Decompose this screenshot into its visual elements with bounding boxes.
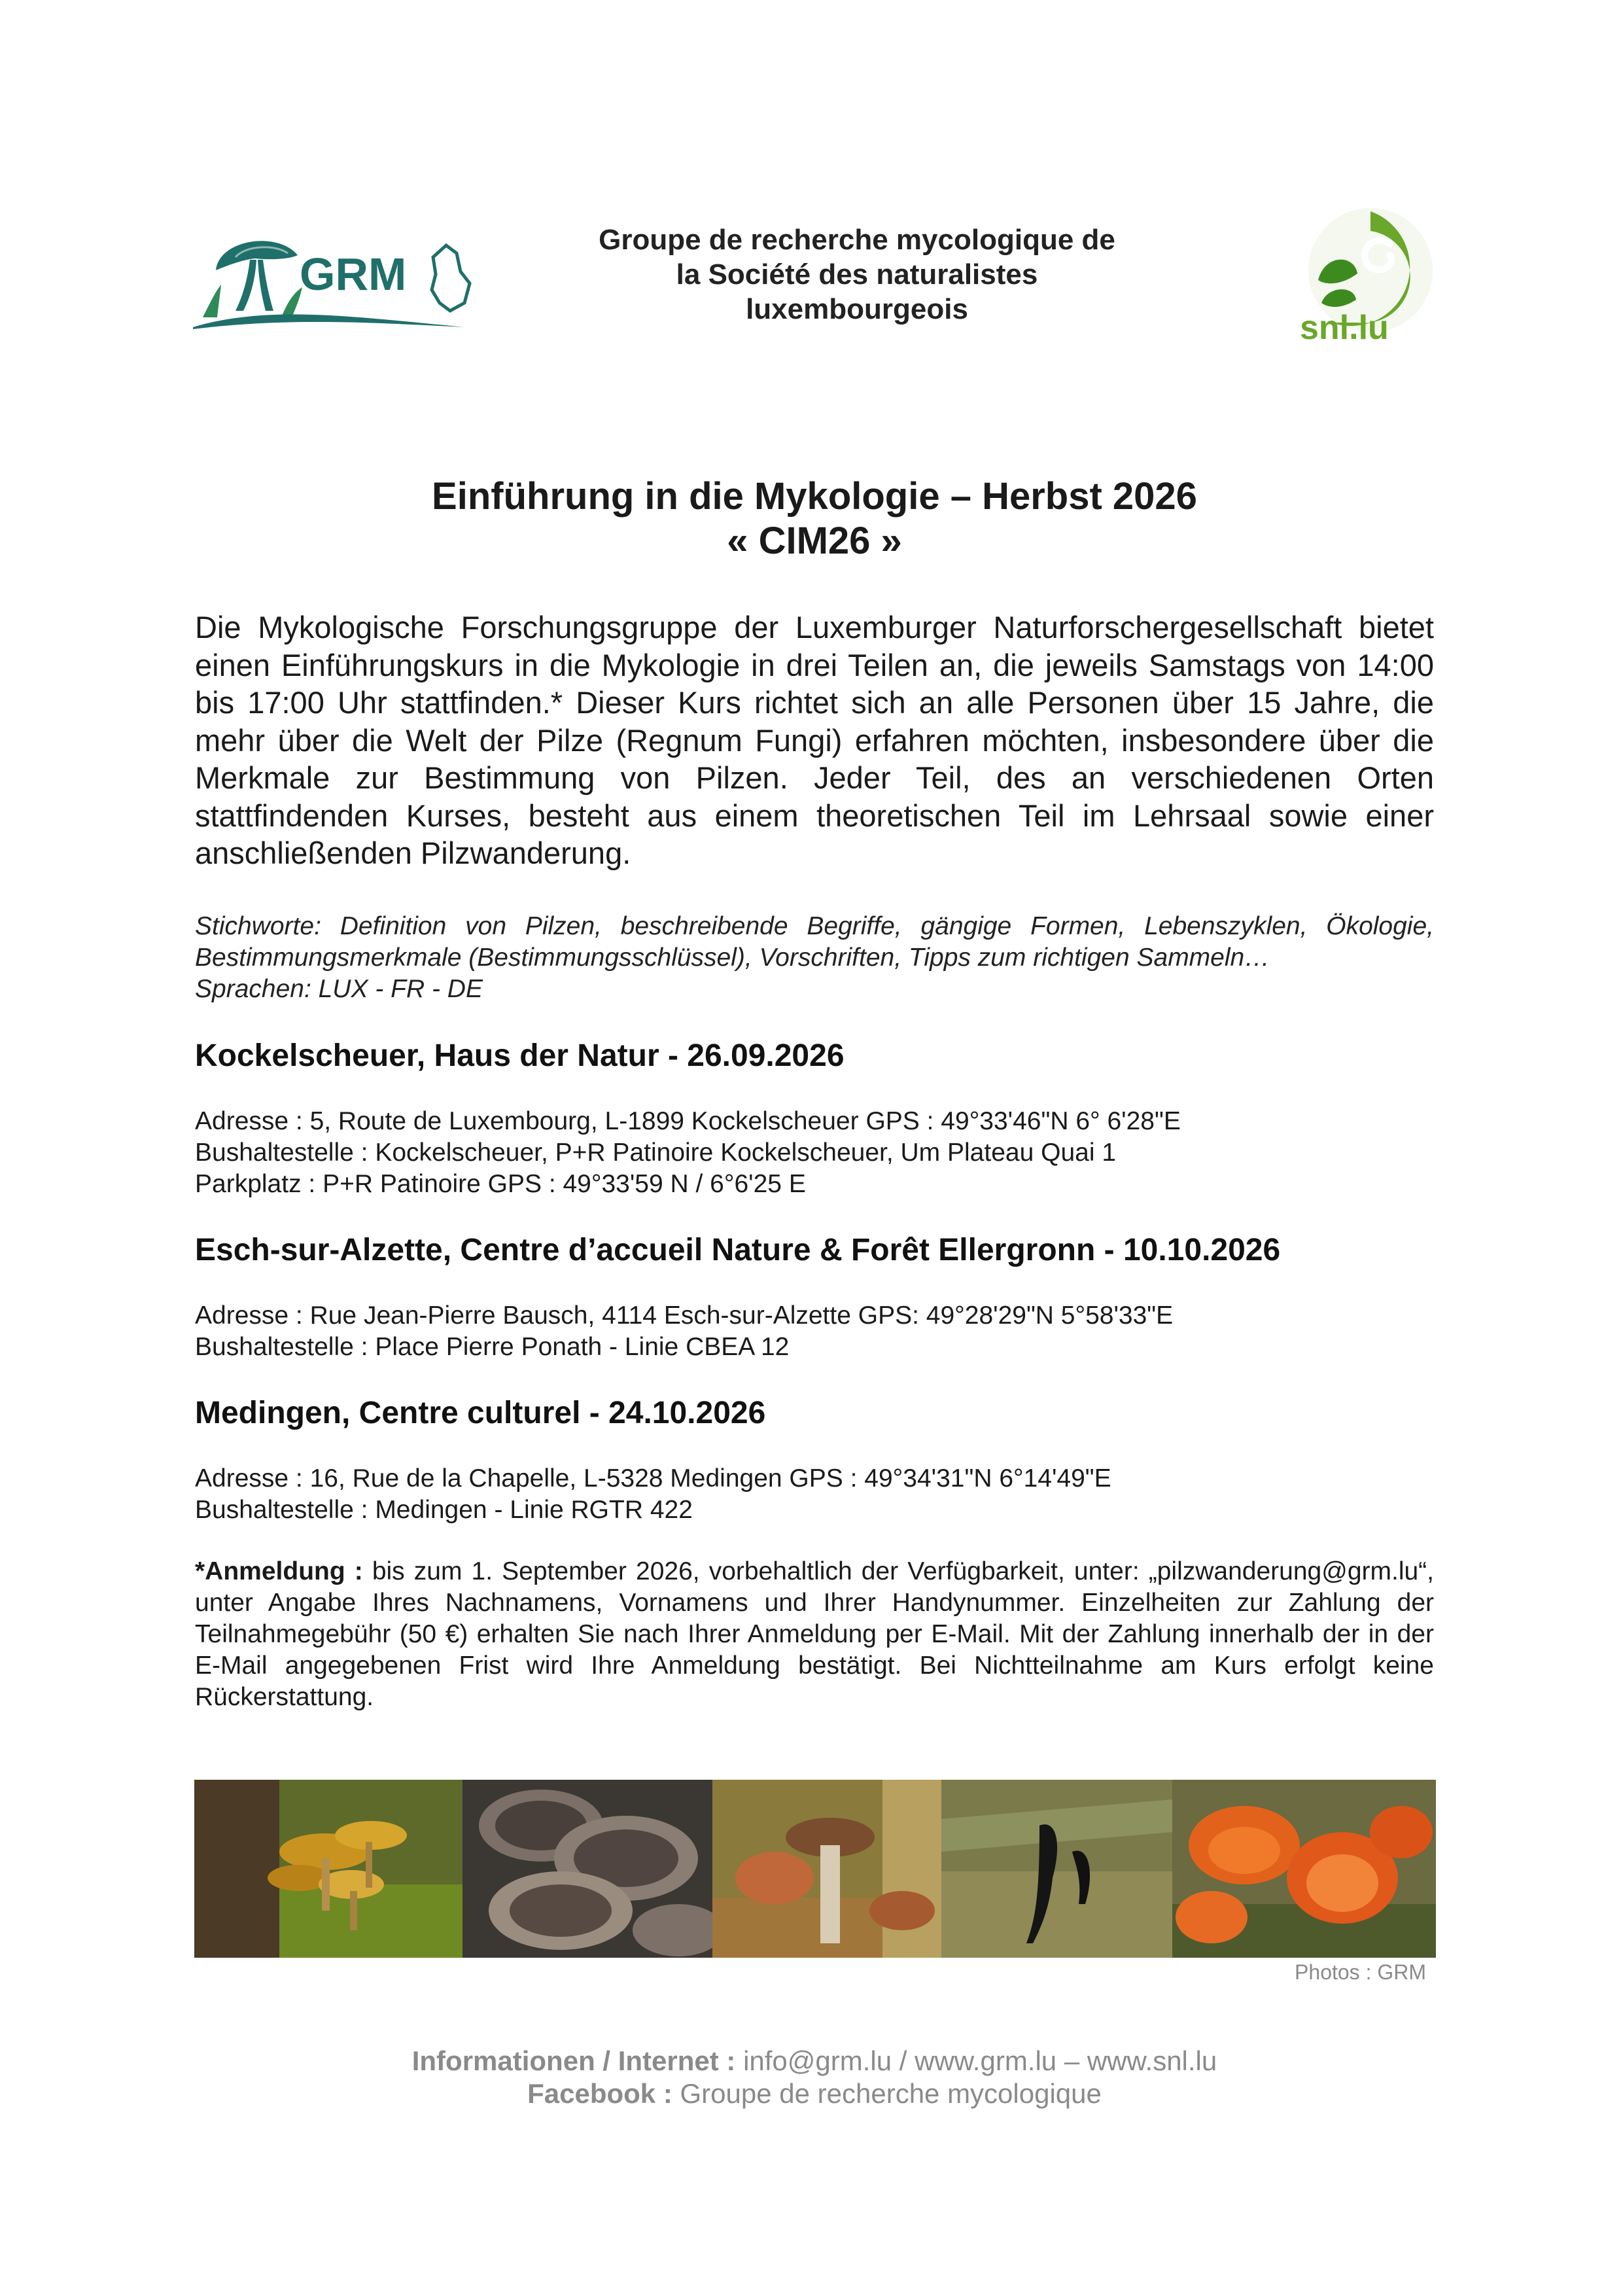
venue-address: Adresse : 16, Rue de la Chapelle, L-5328 Medingen GPS : 49°34'31"N 6°14'49"E <box>195 1464 1111 1492</box>
org-name-line-2: la Société des naturalistes <box>676 258 1038 291</box>
intro-paragraph: Die Mykologische Forschungsgruppe der Luxemburger Naturforschergesellschaft bietet einen Einführungskurs in die Mykologie in drei Teilen an, die jeweils Samstags von 14:00 bis 17:00 Uhr stattfinden.* Dieser Kurs richtet sich an alle Personen über 15 Jahre, die mehr über die Welt der Pilze (Regnum Fungi) erfahren möchten, insbesondere über die Merkmale zur Bestimmung von Pilzen. Jeder Teil, des an verschiedenen Orten stattfindenden Kurses, besteht aus einem theoretischen Teil im Lehrsaal sowie einer anschließenden Pilzwanderung. <box>195 610 1434 870</box>
venue-heading-medingen: Medingen, Centre culturel - 24.10.2026 <box>195 1396 766 1430</box>
grm-logo <box>190 219 484 330</box>
footer-facebook-line <box>196 2077 1433 2110</box>
snl-logo <box>1292 208 1449 345</box>
title-line-2: « CIM26 » <box>727 520 902 562</box>
venue-heading-kockelscheuer: Kockelscheuer, Haus der Natur - 26.09.2026 <box>195 1038 845 1073</box>
registration-label: *Anmeldung : <box>195 1557 363 1585</box>
venue-bus-stop: Bushaltestelle : Kockelscheuer, P+R Patinoire Kockelscheuer, Um Plateau Quai 1 <box>195 1139 1117 1167</box>
document-title <box>196 474 1433 563</box>
snl-logo-graphic <box>1292 208 1449 345</box>
mushroom-photo-strip <box>194 1780 1436 1958</box>
registration-paragraph <box>195 1556 1434 1713</box>
footer-facebook-label: Facebook : <box>527 2078 672 2109</box>
venue-parking: Parkplatz : P+R Patinoire GPS : 49°33'59 N / 6°6'25 E <box>195 1170 806 1198</box>
venue-info-esch <box>195 1300 1434 1363</box>
venue-info-medingen <box>195 1463 1434 1526</box>
footer-info-label: Informationen / Internet : <box>411 2045 736 2076</box>
photo-credit: Photos : GRM <box>1295 1960 1426 1984</box>
keywords-block <box>195 911 1434 1005</box>
title-line-1: Einführung in die Mykologie – Herbst 2026 <box>432 475 1197 518</box>
venue-address: Adresse : Rue Jean-Pierre Bausch, 4114 Esch-sur-Alzette GPS: 49°28'29"N 5°58'33"E <box>195 1301 1174 1330</box>
photo-bolete <box>712 1780 941 1958</box>
photo-turkey-tail <box>462 1780 712 1958</box>
footer-info-line <box>196 2045 1433 2077</box>
grm-logo-graphic <box>190 219 484 330</box>
venue-bus-stop: Bushaltestelle : Medingen - Linie RGTR 422 <box>195 1496 693 1524</box>
keywords-text: Stichworte: Definition von Pilzen, beschreibende Begriffe, gängige Formen, Lebenszyklen, Ökologie, Bestimmungsmerkmale (Bestimmungsschlüssel), Vorschriften, Tipps zum richtigen Sammeln… <box>195 912 1434 972</box>
footer <box>196 2045 1433 2110</box>
photo-golden-mushrooms <box>194 1780 462 1958</box>
organisation-name <box>536 222 1178 327</box>
photo-black-earth-tongue <box>941 1780 1172 1958</box>
snl-logo-text: snl.lu <box>1300 309 1389 345</box>
venue-info-kockelscheuer <box>195 1106 1434 1200</box>
venue-heading-esch: Esch-sur-Alzette, Centre d’accueil Nature & Forêt Ellergronn - 10.10.2026 <box>195 1233 1281 1267</box>
org-name-line-3: luxembourgeois <box>746 293 968 325</box>
languages-text: Sprachen: LUX - FR - DE <box>195 975 483 1003</box>
grm-logo-text: GRM <box>300 249 407 300</box>
venue-bus-stop: Bushaltestelle : Place Pierre Ponath - Linie CBEA 12 <box>195 1333 790 1361</box>
footer-facebook-text: Groupe de recherche mycologique <box>672 2078 1102 2109</box>
org-name-line-1: Groupe de recherche mycologique de <box>599 224 1115 256</box>
venue-address: Adresse : 5, Route de Luxembourg, L-1899 Kockelscheuer GPS : 49°33'46"N 6° 6'28"E <box>195 1107 1181 1135</box>
registration-text: bis zum 1. September 2026, vorbehaltlich der Verfügbarkeit, unter: „pilzwanderung@grm.lu“, unter Angabe Ihres Nachnamens, Vornamens und Ihrer Handynummer. Einzelheiten zur Zahlung der Teilnahmegebühr (50 €) erhalten Sie nach Ihrer Anmeldung per E-Mail. Mit der Zahlung innerhalb der in der E-Mail angegebenen Frist wird Ihre Anmeldung bestätigt. Bei Nichtteilnahme am Kurs erfolgt keine Rückerstattung. <box>195 1557 1434 1711</box>
footer-info-text: info@grm.lu / www.grm.lu – www.snl.lu <box>735 2045 1217 2076</box>
photo-orange-peel-fungus <box>1172 1780 1436 1958</box>
